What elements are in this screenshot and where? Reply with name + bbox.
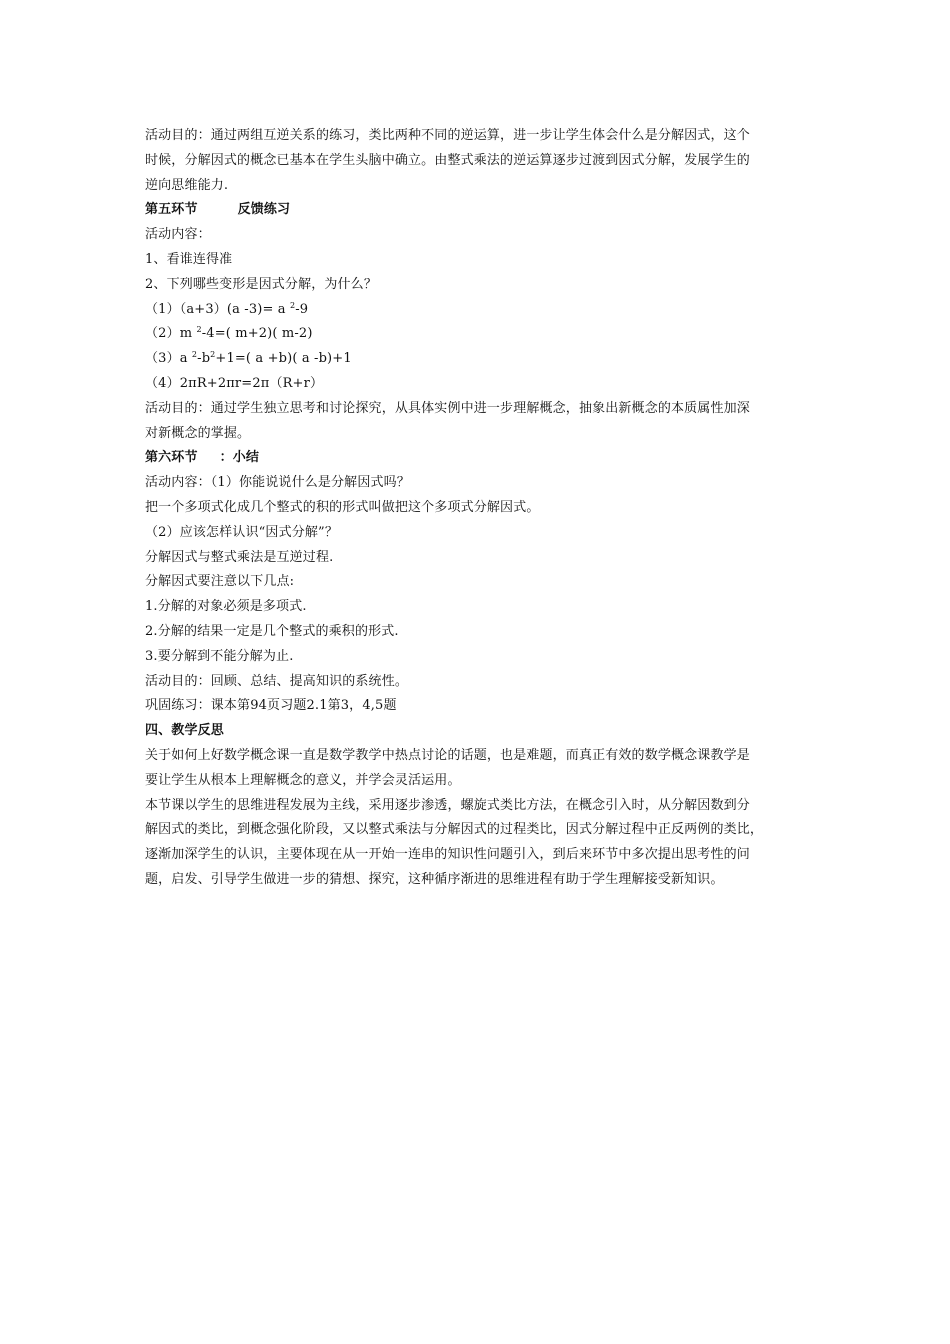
reflection-line: 逐渐加深学生的认识，主要体现在从一开始一连串的知识性问题引入，到后来环节中多次提出思考性的问 <box>145 847 750 863</box>
exercise-2: （2）m $^2$-4=( m+2)( m-2) <box>145 325 313 342</box>
summary-line: （2）应该怎样认识“因式分解”？ <box>145 524 338 540</box>
summary-line: 2.分解的结果一定是几个整式的乘积的形式. <box>145 623 399 639</box>
section-heading-6 <box>145 446 810 471</box>
paragraph-line: 时候，分解因式的概念已基本在学生头脑中确立。由整式乘法的逆运算逐步过渡到因式分解，发展学生的 <box>145 152 750 168</box>
exercise-3: （3）a $^2-b^2+1=$( a +b)( a -b)+1 <box>145 350 352 367</box>
summary-line: 活动内容：（1）你能说说什么是分解因式吗？ <box>145 475 410 491</box>
summary-line: 分解因式要注意以下几点: <box>145 574 295 590</box>
list-item: 1、看谁连得准 <box>145 251 233 267</box>
summary-line: 活动目的：回顾、总结、提高知识的系统性。 <box>145 673 409 689</box>
activity-content-label: 活动内容： <box>145 227 211 243</box>
section-title: ：小结 <box>219 450 260 466</box>
paragraph-line: 活动目的：通过两组互逆关系的练习，类比两种不同的逆运算，进一步让学生体会什么是分解因式，这个 <box>145 128 750 143</box>
list-item: 2、下列哪些变形是因式分解，为什么？ <box>145 276 377 292</box>
paragraph-line: 对新概念的掌握。 <box>145 425 251 441</box>
paragraph-line: 逆向思维能力. <box>145 177 229 193</box>
section-label: 第六环节 <box>145 450 198 466</box>
summary-line: 分解因式与整式乘法是互逆过程. <box>145 549 334 565</box>
reflection-line: 本节课以学生的思维进程发展为主线，采用逐步渗透，螺旋式类比方法，在概念引入时，从分解因数到分 <box>145 797 750 813</box>
section-heading-4: 四、教学反思 <box>145 723 224 739</box>
reflection-line: 解因式的类比，到概念强化阶段，又以整式乘法与分解因式的过程类比，因式分解过程中正反两例的类比， <box>145 822 764 838</box>
summary-line: 把一个多项式化成几个整式的积的形式叫做把这个多项式分解因式。 <box>145 499 540 515</box>
paragraph-line: 活动目的：通过学生独立思考和讨论探究，从具体实例中进一步理解概念，抽象出新概念的本质属性加深 <box>145 400 750 416</box>
summary-line: 3.要分解到不能分解为止. <box>145 648 294 664</box>
reflection-line: 关于如何上好数学概念课一直是数学教学中热点讨论的话题，也是难题，而真正有效的数学概念课教学是 <box>145 747 750 763</box>
reflection-line: 题，启发、引导学生做进一步的猜想、探究，这种循序渐进的思维进程有助于学生理解接受新知识。 <box>145 871 724 887</box>
reflection-line: 要让学生从根本上理解概念的意义，并学会灵活运用。 <box>145 772 461 788</box>
summary-line: 巩固练习：课本第94页习题2.1第3，4,5题 <box>145 698 397 714</box>
document-body <box>145 124 810 893</box>
section-heading-5 <box>145 198 810 223</box>
exercise-1: （1）（a+3）(a -3)= a $^2$-9 <box>145 300 309 317</box>
section-title: 反馈练习 <box>237 202 291 218</box>
exercise-4: （4）2πR+2πr=2π（R+r） <box>145 375 324 391</box>
summary-line: 1.分解的对象必须是多项式. <box>145 599 307 615</box>
section-label: 第五环节 <box>145 202 198 218</box>
